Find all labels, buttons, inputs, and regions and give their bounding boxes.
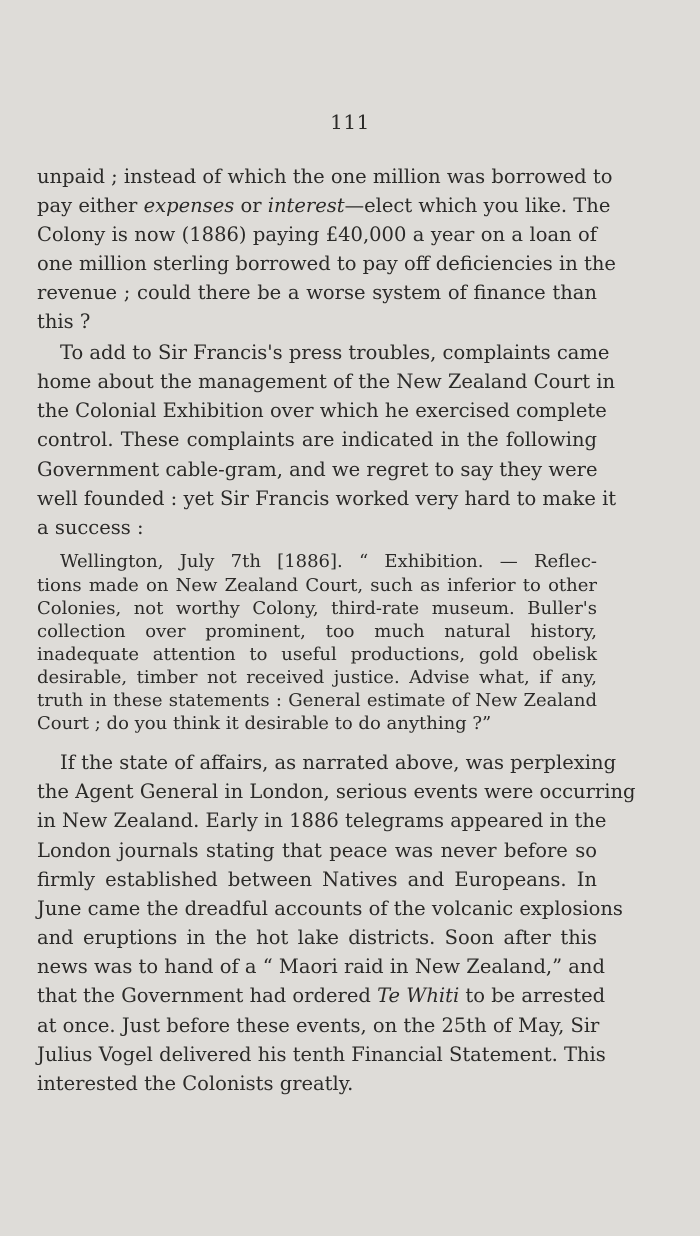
page-number: 111 xyxy=(330,110,370,134)
text-line: interested the Colonists greatly. xyxy=(37,1072,354,1095)
text-line: this ? xyxy=(37,310,91,333)
text-line: Julius Vogel delivered his tenth Financial Statement. This xyxy=(37,1043,606,1066)
italic-word: expenses xyxy=(143,194,235,217)
text-line: control. These complaints are indicated in the following xyxy=(37,428,597,451)
text-line: Court ; do you think it desirable to do anything ?” xyxy=(37,713,492,734)
text-line: in New Zealand. Early in 1886 telegrams appeared in the xyxy=(37,809,607,832)
text-line: Colony is now (1886) paying £40,000 a year on a loan of xyxy=(37,223,597,246)
italic-word: interest xyxy=(267,194,345,217)
text-line: truth in these statements : General estimate of New Zealand xyxy=(37,690,597,711)
text-line: and eruptions in the hot lake districts. Soon after this xyxy=(37,926,597,949)
text-line: tions made on New Zealand Court, such as inferior to other xyxy=(37,575,597,596)
text-line: one million sterling borrowed to pay off deficiencies in the xyxy=(37,252,616,275)
text-line: news was to hand of a “ Maori raid in New Zealand,” and xyxy=(37,955,605,978)
text-line: Wellington, July 7th [1886]. “ Exhibition. — Reflec- xyxy=(60,551,597,572)
text-line: home about the management of the New Zealand Court in xyxy=(37,370,616,393)
text-line: inadequate attention to useful productions, gold obelisk xyxy=(37,644,597,665)
text-line: London journals stating that peace was never before so xyxy=(37,839,597,862)
text-line: at once. Just before these events, on the 25th of May, Sir xyxy=(37,1014,600,1037)
text-line: that the Government had ordered Te Whiti to be arrested xyxy=(37,984,606,1007)
text-line: well founded : yet Sir Francis worked very hard to make it xyxy=(37,487,617,510)
text-line: unpaid ; instead of which the one million was borrowed to xyxy=(37,165,613,188)
text-line: the Colonial Exhibition over which he exercised complete xyxy=(37,399,607,422)
text-line: To add to Sir Francis's press troubles, complaints came xyxy=(60,341,610,364)
text-line: revenue ; could there be a worse system of finance than xyxy=(37,281,597,304)
italic-name: Te Whiti xyxy=(377,984,460,1007)
text-line: If the state of affairs, as narrated above, was perplexing xyxy=(60,751,617,774)
text-line: Colonies, not worthy Colony, third-rate museum. Buller's xyxy=(37,598,597,619)
text-line: pay either expenses or interest—elect which you like. The xyxy=(37,194,611,217)
text-line: the Agent General in London, serious events were occurring xyxy=(37,780,636,803)
text-line: June came the dreadful accounts of the volcanic explosions xyxy=(37,897,623,920)
text-line: firmly established between Natives and Europeans. In xyxy=(37,868,597,891)
text-line: desirable, timber not received justice. Advise what, if any, xyxy=(37,667,597,688)
text-line: a success : xyxy=(37,516,144,539)
text-line: collection over prominent, too much natural history, xyxy=(37,621,597,642)
text-line: Government cable-gram, and we regret to say they were xyxy=(37,458,598,481)
